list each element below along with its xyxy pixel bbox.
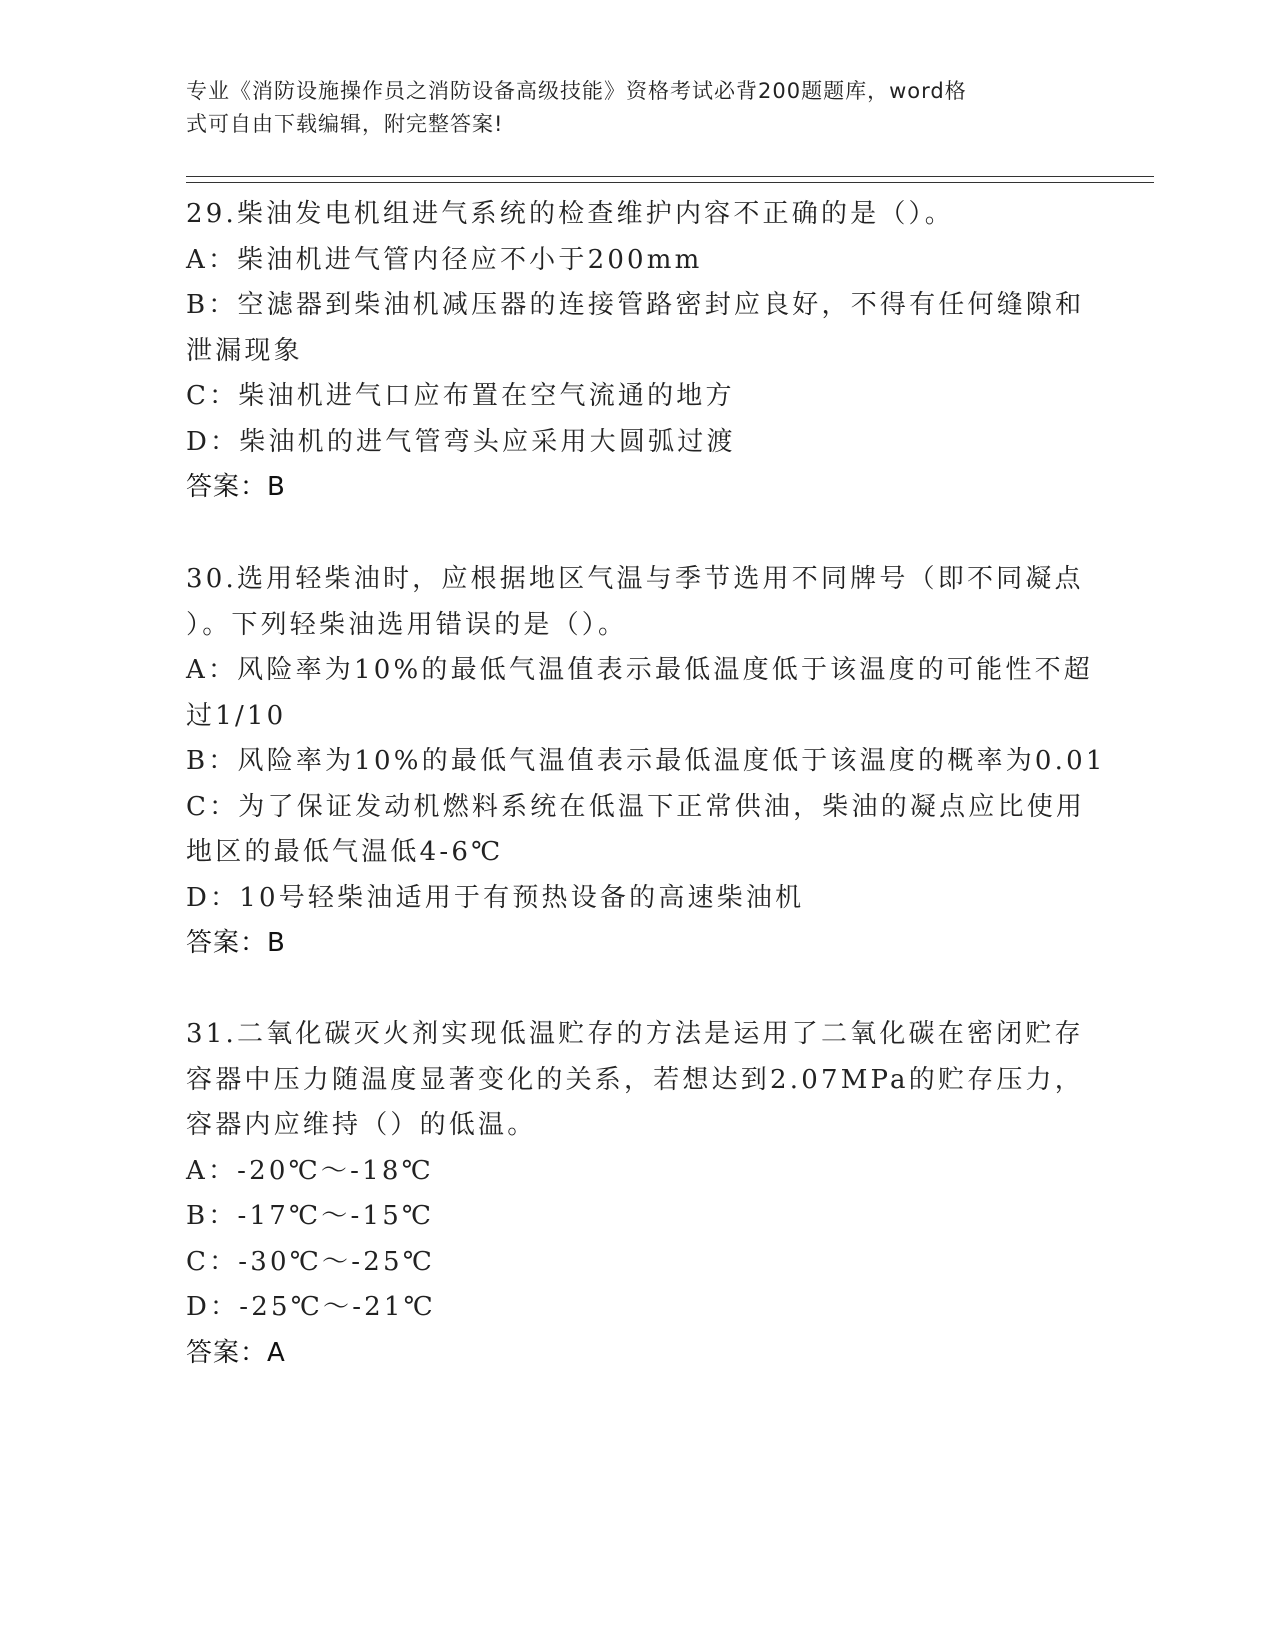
question-29-option-b: B：空滤器到柴油机减压器的连接管路密封应良好，不得有任何缝隙和	[186, 290, 1085, 320]
question-31-option-c: C：-30℃～-25℃	[186, 1246, 436, 1277]
header-line-2: 式可自由下载编辑，附完整答案!	[186, 112, 504, 136]
question-30-option-a: A：风险率为10%的最低气温值表示最低温度低于该温度的可能性不超	[186, 655, 1093, 685]
question-30-stem-continued: ）。下列轻柴油选用错误的是（）。	[186, 609, 628, 640]
question-31	[186, 1012, 1086, 1376]
question-31-stem: 31.二氧化碳灭火剂实现低温贮存的方法是运用了二氧化碳在密闭贮存	[186, 1019, 1084, 1049]
question-29-stem: 29.柴油发电机组进气系统的检查维护内容不正确的是（）。	[186, 199, 954, 229]
question-29-option-c: C：柴油机进气口应布置在空气流通的地方	[186, 381, 735, 411]
question-31-option-a: A：-20℃～-18℃	[186, 1155, 434, 1186]
header-divider-bottom	[186, 182, 1154, 183]
question-30-option-b: B：风险率为10%的最低气温值表示最低温度低于该温度的概率为0.01	[186, 746, 1106, 776]
question-31-answer: 答案：A	[186, 1337, 286, 1368]
question-30-option-a-continued: 过1/10	[186, 700, 287, 731]
question-29	[186, 192, 1086, 511]
question-29-option-d: D：柴油机的进气管弯头应采用大圆弧过渡	[186, 426, 736, 457]
question-30-option-c: C：为了保证发动机燃料系统在低温下正常供油，柴油的凝点应比使用	[186, 791, 1086, 822]
question-29-option-a: A：柴油机进气管内径应不小于200mm	[186, 244, 703, 275]
question-30-option-c-continued: 地区的最低气温低4-6℃	[186, 837, 504, 867]
question-31-stem-continued: 容器中压力随温度显著变化的关系，若想达到2.07MPa的贮存压力，	[186, 1064, 1084, 1095]
question-31-option-d: D：-25℃～-21℃	[186, 1292, 436, 1322]
header-divider-top	[186, 176, 1154, 177]
question-29-answer: 答案：B	[186, 472, 286, 502]
question-31-option-b: B：-17℃～-15℃	[186, 1201, 435, 1231]
document-header	[186, 75, 1066, 141]
question-30-option-d: D：10号轻柴油适用于有预热设备的高速柴油机	[186, 882, 805, 913]
question-29-option-b-continued: 泄漏现象	[186, 335, 303, 366]
header-line-1: 专业《消防设施操作员之消防设备高级技能》资格考试必背200题题库，word格	[186, 79, 967, 103]
question-30	[186, 557, 1106, 967]
question-31-stem-end: 容器内应维持（）的低温。	[186, 1110, 537, 1140]
question-30-stem: 30.选用轻柴油时，应根据地区气温与季节选用不同牌号（即不同凝点	[186, 564, 1084, 594]
question-30-answer: 答案：B	[186, 928, 286, 958]
